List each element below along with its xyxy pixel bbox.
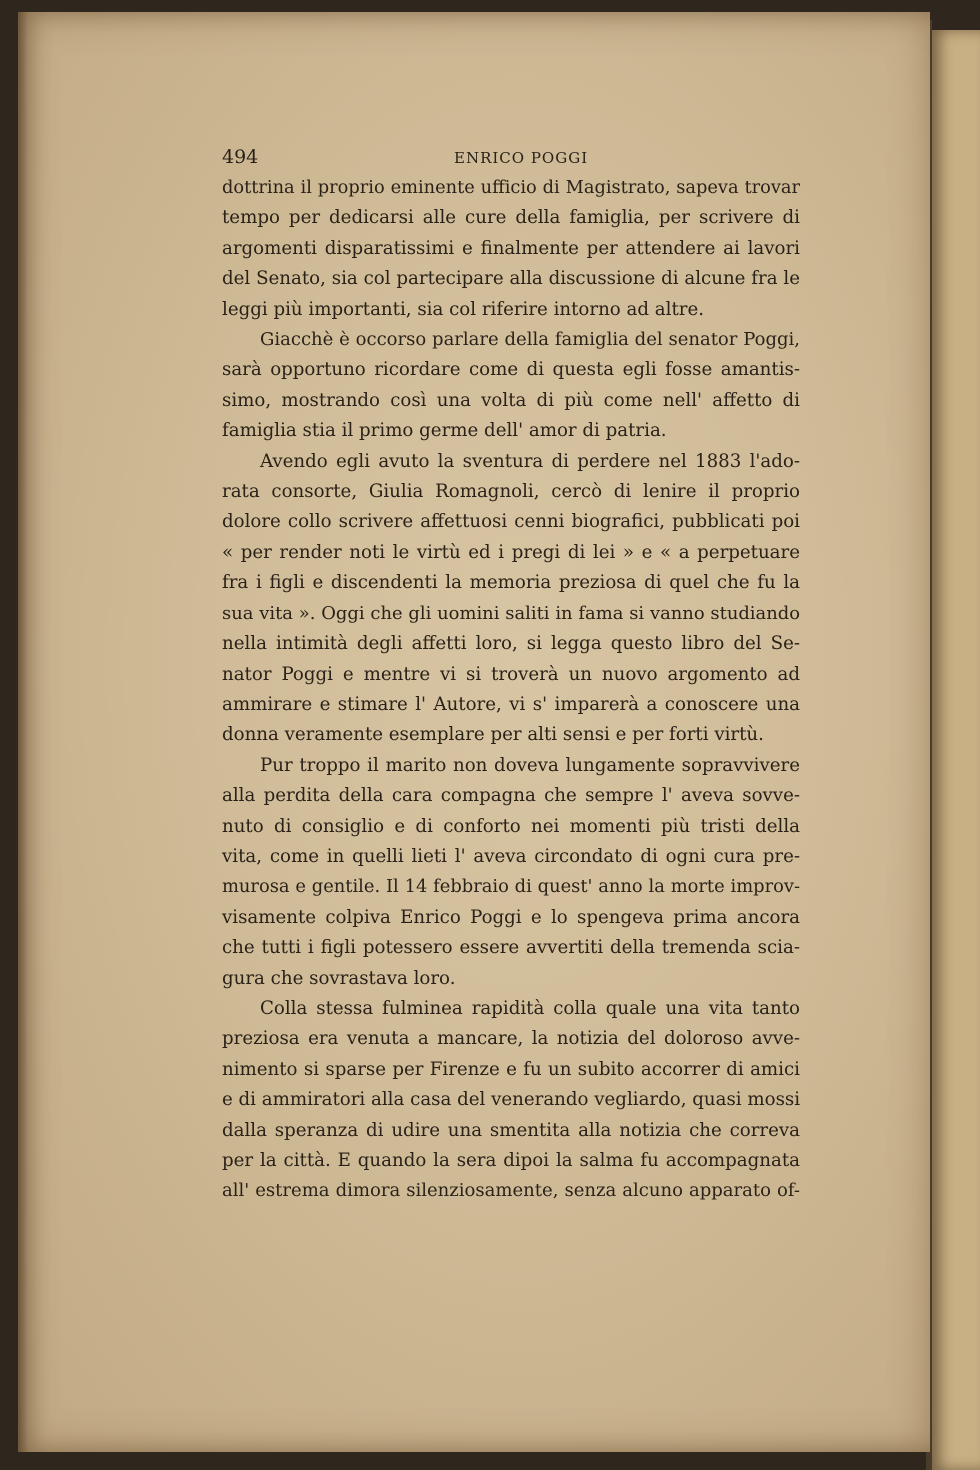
text-line: Giacchè è occorso parlare della famiglia del senator Poggi, [260,329,800,351]
text-line: dottrina il proprio eminente ufficio di Magistrato, sapeva trovar [222,177,800,198]
page-shadow [18,12,28,1452]
text-line: Pur troppo il marito non doveva lungamente sopravvivere [260,754,800,776]
page-number: 494 [222,146,259,168]
text-line: rata consorte, Giulia Romagnoli, cercò di lenire il proprio [222,481,800,503]
paragraph [222,173,800,325]
text-line: Avendo egli avuto la sventura di perdere nel 1883 l'ado- [260,450,800,472]
text-line: gura che sovrastava loro. [222,967,456,989]
body-text [222,173,800,1207]
text-line: dolore collo scrivere affettuosi cenni biografici, pubblicati poi [222,511,800,533]
text-line: del Senato, sia col partecipare alla discussione di alcune fra le [222,268,800,290]
page-header [222,146,802,172]
text-line: e di ammiratori alla casa del venerando vegliardo, quasi mossi [222,1089,801,1111]
text-line: visamente colpiva Enrico Poggi e lo spengeva prima ancora [222,906,800,928]
text-line: nator Poggi e mentre vi si troverà un nuovo argomento ad [222,663,800,685]
paragraph [222,751,800,994]
text-line: donna veramente esemplare per alti sensi e per forti virtù. [222,724,764,746]
paragraph [222,994,800,1207]
paragraph [222,325,800,447]
text-line: nimento si sparse per Firenze e fu un subito accorrer di amici [222,1058,800,1080]
text-line: dalla speranza di udire una smentita alla notizia che correva [222,1119,800,1141]
running-head: ENRICO POGGI [454,149,589,167]
text-line: Colla stessa fulminea rapidità colla quale una vita tanto [260,997,800,1019]
facing-page-edge [930,30,980,1470]
text-line: leggi più importanti, sia col riferire intorno ad altre. [222,298,704,320]
text-line: vita, come in quelli lieti l' aveva circondato di ogni cura pre- [222,845,800,867]
text-line: famiglia stia il primo germe dell' amor di patria. [222,420,667,442]
paragraph [222,447,800,751]
text-line: sarà opportuno ricordare come di questa egli fosse amantis- [222,359,800,381]
text-line: argomenti disparatissimi e finalmente per attendere ai lavori [222,237,800,259]
text-line: « per render noti le virtù ed i pregi di lei » e « a perpetuare [222,541,800,563]
text-line: fra i figli e discendenti la memoria preziosa di quel che fu la [222,572,800,594]
text-line: nuto di consiglio e di conforto nei momenti più tristi della [222,815,800,837]
text-line: sua vita ». Oggi che gli uomini saliti in fama si vanno studiando [222,602,800,624]
text-line: simo, mostrando così una volta di più come nell' affetto di [222,389,800,411]
text-line: alla perdita della cara compagna che sempre l' aveva sovve- [222,785,800,807]
text-line: murosa e gentile. Il 14 febbraio di quest' anno la morte improv- [222,876,800,898]
text-line: per la città. E quando la sera dipoi la salma fu accompagnata [222,1150,800,1171]
text-line: che tutti i figli potessero essere avvertiti della tremenda scia- [222,937,800,959]
text-line: ammirare e stimare l' Autore, vi s' imparerà a conoscere una [222,693,800,715]
text-line: preziosa era venuta a mancare, la notizia del doloroso avve- [222,1028,800,1050]
text-line: all' estrema dimora silenziosamente, senza alcuno apparato of- [222,1180,800,1202]
text-line: nella intimità degli affetti loro, si legga questo libro del Se- [222,633,800,655]
text-line: tempo per dedicarsi alle cure della famiglia, per scrivere di [222,207,800,229]
